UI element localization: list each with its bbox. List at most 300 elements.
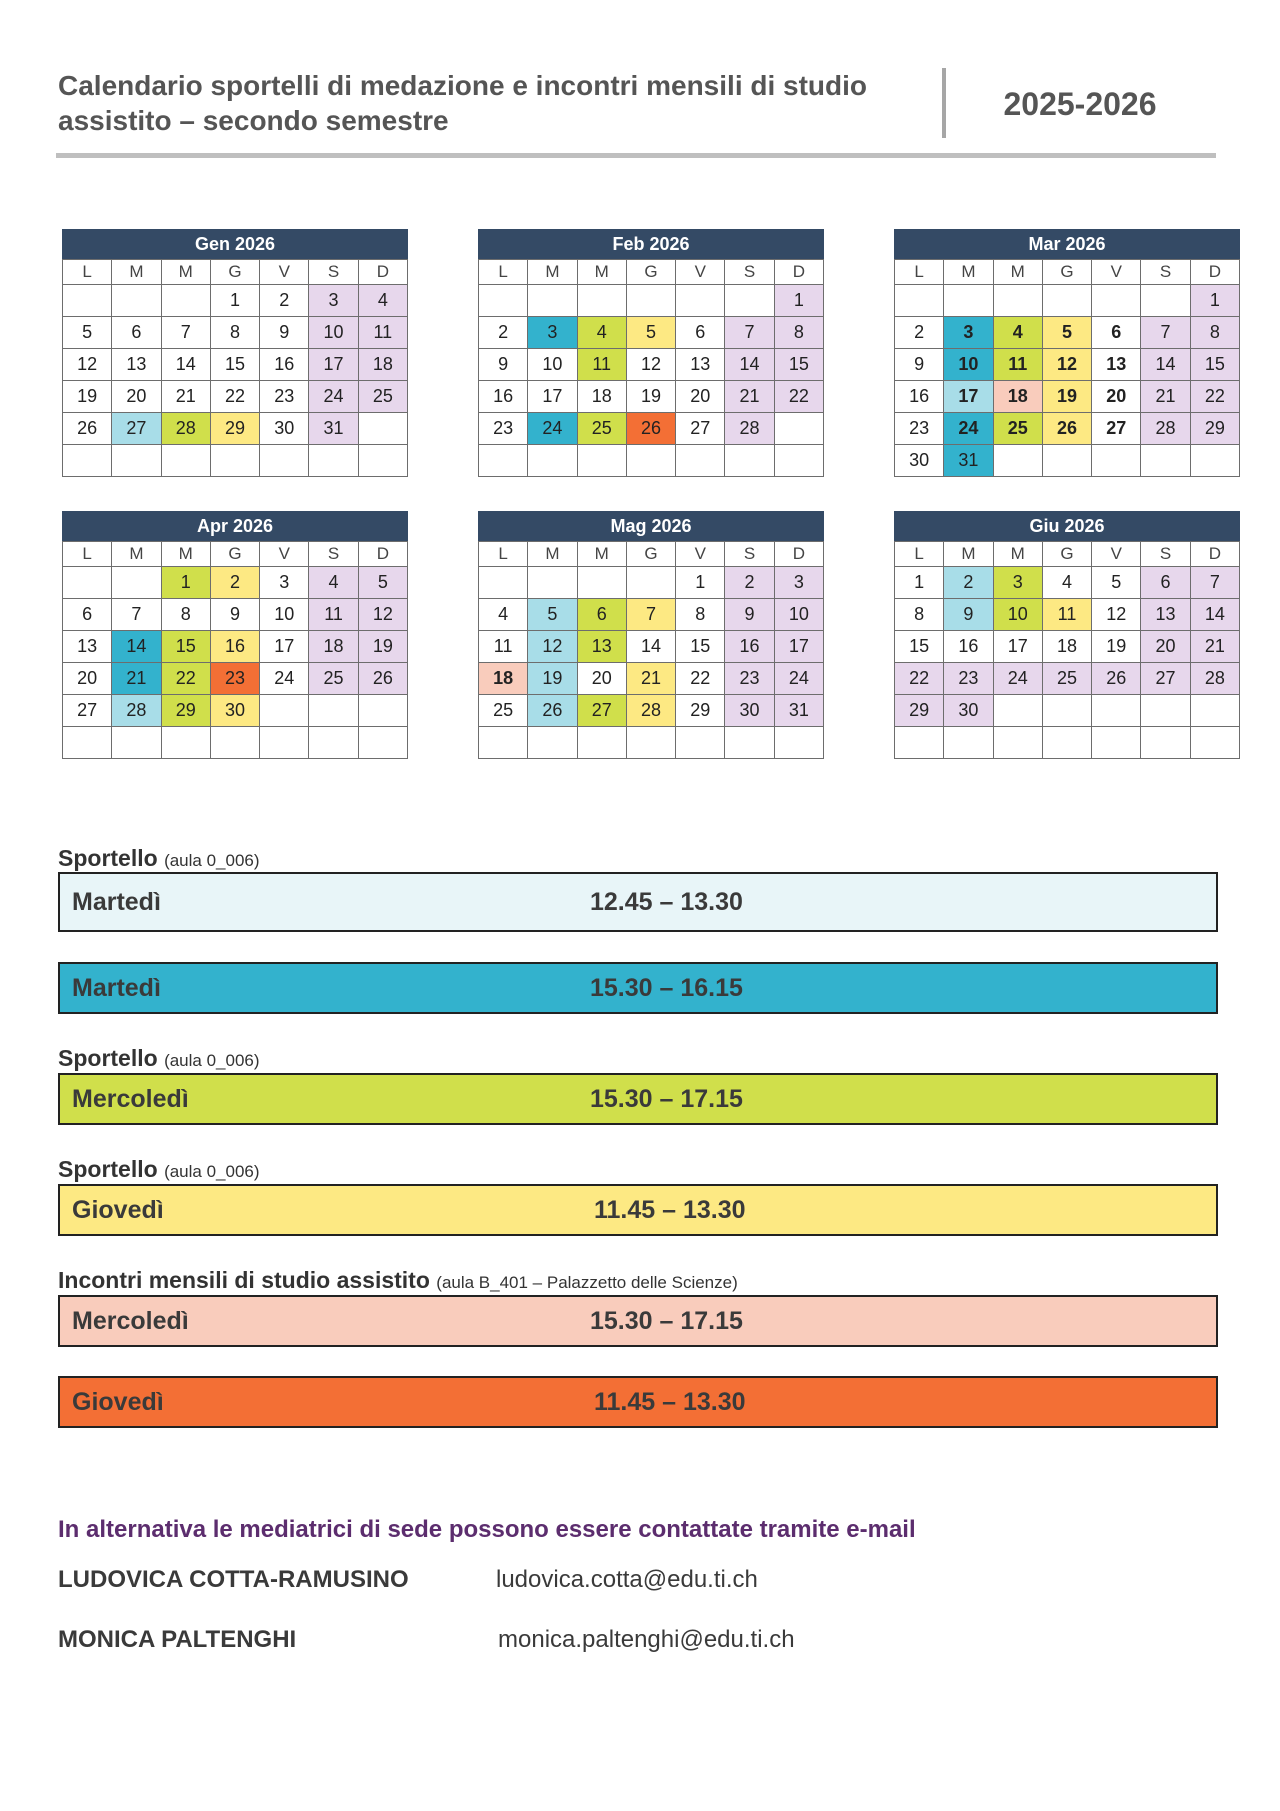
empty-cell — [161, 285, 210, 317]
day-cell: 28 — [626, 695, 675, 727]
empty-cell — [676, 727, 725, 759]
day-cell: 31 — [309, 413, 358, 445]
month-title: Giu 2026 — [894, 511, 1240, 541]
day-cell: 11 — [479, 631, 528, 663]
weekday-header-row — [63, 542, 408, 567]
day-cell: 21 — [161, 381, 210, 413]
day-cell: 3 — [774, 567, 823, 599]
day-cell: 22 — [774, 381, 823, 413]
empty-cell — [260, 445, 309, 477]
week-row — [63, 445, 408, 477]
weekday-label: M — [528, 260, 577, 285]
month-grid — [62, 259, 408, 477]
empty-cell — [1141, 727, 1190, 759]
empty-cell — [1190, 445, 1239, 477]
month-calendar-mag — [478, 511, 824, 759]
empty-cell — [1092, 285, 1141, 317]
academic-year: 2025-2026 — [1003, 86, 1157, 122]
day-cell: 16 — [944, 631, 993, 663]
day-cell: 20 — [577, 663, 626, 695]
weekday-label: S — [309, 542, 358, 567]
weekday-header-row — [895, 542, 1240, 567]
weekday-label: M — [528, 542, 577, 567]
day-cell: 27 — [112, 413, 161, 445]
day-cell: 23 — [895, 413, 944, 445]
day-cell: 17 — [309, 349, 358, 381]
day-cell: 13 — [63, 631, 112, 663]
week-row — [63, 663, 408, 695]
month-calendar-mar — [894, 229, 1240, 477]
day-cell: 14 — [1190, 599, 1239, 631]
weekday-label: V — [676, 542, 725, 567]
week-row — [479, 285, 824, 317]
day-cell: 25 — [358, 381, 407, 413]
page-header — [58, 68, 1214, 140]
week-row — [895, 349, 1240, 381]
empty-cell — [1141, 285, 1190, 317]
weekday-label: D — [358, 260, 407, 285]
empty-cell — [626, 727, 675, 759]
sportello-title: Sportello — [58, 1045, 158, 1071]
month-title: Gen 2026 — [62, 229, 408, 259]
header-rule — [56, 153, 1216, 158]
week-row — [479, 445, 824, 477]
week-row — [63, 567, 408, 599]
day-cell: 12 — [528, 631, 577, 663]
week-row — [895, 285, 1240, 317]
day-cell: 5 — [1092, 567, 1141, 599]
empty-cell — [993, 285, 1042, 317]
contact-name-2: MONICA PALTENGHI — [58, 1626, 297, 1653]
empty-cell — [528, 567, 577, 599]
empty-cell — [774, 445, 823, 477]
day-cell: 15 — [1190, 349, 1239, 381]
day-cell: 3 — [528, 317, 577, 349]
day-cell: 27 — [1141, 663, 1190, 695]
week-row — [63, 631, 408, 663]
empty-cell — [577, 445, 626, 477]
empty-cell — [1141, 445, 1190, 477]
week-row — [63, 317, 408, 349]
day-cell: 1 — [161, 567, 210, 599]
day-cell: 5 — [63, 317, 112, 349]
day-cell: 29 — [1190, 413, 1239, 445]
day-cell: 1 — [1190, 285, 1239, 317]
empty-cell — [528, 727, 577, 759]
day-cell: 21 — [725, 381, 774, 413]
day-cell: 26 — [528, 695, 577, 727]
weekday-label: G — [626, 542, 675, 567]
day-cell: 26 — [63, 413, 112, 445]
day-cell: 10 — [260, 599, 309, 631]
day-cell: 24 — [528, 413, 577, 445]
slot-time: 11.45 – 13.30 — [594, 1387, 746, 1416]
day-cell: 7 — [1141, 317, 1190, 349]
weekday-label: M — [577, 542, 626, 567]
month-grid — [62, 541, 408, 759]
day-cell: 14 — [626, 631, 675, 663]
month-title: Mar 2026 — [894, 229, 1240, 259]
weekday-label: L — [63, 542, 112, 567]
slot-day: Mercoledì — [72, 1084, 189, 1113]
day-cell: 19 — [528, 663, 577, 695]
empty-cell — [895, 727, 944, 759]
slot-time: 15.30 – 17.15 — [590, 1084, 743, 1113]
day-cell: 13 — [1092, 349, 1141, 381]
weekday-label: M — [577, 260, 626, 285]
day-cell: 7 — [112, 599, 161, 631]
day-cell: 22 — [895, 663, 944, 695]
week-row — [895, 727, 1240, 759]
contact-email-2[interactable]: monica.paltenghi@edu.ti.ch — [498, 1626, 795, 1653]
empty-cell — [63, 285, 112, 317]
day-cell: 25 — [479, 695, 528, 727]
day-cell: 20 — [676, 381, 725, 413]
empty-cell — [479, 567, 528, 599]
day-cell: 8 — [1190, 317, 1239, 349]
empty-cell — [358, 727, 407, 759]
weekday-label: G — [1042, 542, 1091, 567]
week-row — [63, 413, 408, 445]
day-cell: 29 — [210, 413, 259, 445]
day-cell: 9 — [895, 349, 944, 381]
day-cell: 27 — [1092, 413, 1141, 445]
weekday-label: D — [1190, 542, 1239, 567]
weekday-label: L — [479, 260, 528, 285]
sportello-heading-2 — [58, 1045, 260, 1072]
empty-cell — [577, 727, 626, 759]
empty-cell — [479, 445, 528, 477]
slot-giovedi-1 — [58, 1184, 1218, 1236]
empty-cell — [161, 445, 210, 477]
day-cell: 1 — [895, 567, 944, 599]
day-cell: 3 — [309, 285, 358, 317]
day-cell: 13 — [676, 349, 725, 381]
weekday-label: S — [725, 260, 774, 285]
empty-cell — [774, 413, 823, 445]
empty-cell — [676, 445, 725, 477]
weekday-label: S — [725, 542, 774, 567]
day-cell: 8 — [774, 317, 823, 349]
page-title — [58, 68, 938, 138]
day-cell: 8 — [210, 317, 259, 349]
empty-cell — [993, 727, 1042, 759]
day-cell: 10 — [774, 599, 823, 631]
slot-time: 11.45 – 13.30 — [594, 1195, 746, 1224]
weekday-label: M — [161, 542, 210, 567]
incontri-heading — [58, 1267, 738, 1294]
sportello-title: Sportello — [58, 1156, 158, 1182]
empty-cell — [725, 727, 774, 759]
weekday-label: D — [774, 542, 823, 567]
empty-cell — [260, 727, 309, 759]
weekday-label: S — [1141, 542, 1190, 567]
day-cell: 18 — [993, 381, 1042, 413]
day-cell: 15 — [895, 631, 944, 663]
day-cell: 24 — [774, 663, 823, 695]
empty-cell — [1092, 445, 1141, 477]
empty-cell — [210, 445, 259, 477]
empty-cell — [210, 727, 259, 759]
day-cell: 4 — [993, 317, 1042, 349]
empty-cell — [1092, 727, 1141, 759]
empty-cell — [1042, 445, 1091, 477]
weekday-label: G — [1042, 260, 1091, 285]
day-cell: 29 — [895, 695, 944, 727]
slot-day: Giovedì — [72, 1195, 164, 1224]
slot-time: 12.45 – 13.30 — [590, 887, 743, 916]
day-cell: 23 — [260, 381, 309, 413]
day-cell: 2 — [725, 567, 774, 599]
week-row — [63, 599, 408, 631]
weekday-label: L — [63, 260, 112, 285]
empty-cell — [479, 285, 528, 317]
empty-cell — [626, 285, 675, 317]
empty-cell — [112, 567, 161, 599]
weekday-header-row — [479, 542, 824, 567]
title-line-1: Calendario sportelli di medazione e incontri mensili di studio — [58, 70, 868, 101]
weekday-label: S — [309, 260, 358, 285]
week-row — [479, 727, 824, 759]
day-cell: 4 — [479, 599, 528, 631]
week-row — [479, 413, 824, 445]
weekday-label: V — [676, 260, 725, 285]
day-cell: 6 — [577, 599, 626, 631]
month-grid — [478, 541, 824, 759]
day-cell: 31 — [774, 695, 823, 727]
day-cell: 26 — [358, 663, 407, 695]
week-row — [479, 317, 824, 349]
day-cell: 19 — [1042, 381, 1091, 413]
empty-cell — [1190, 695, 1239, 727]
month-title: Feb 2026 — [478, 229, 824, 259]
day-cell: 7 — [626, 599, 675, 631]
week-row — [895, 695, 1240, 727]
day-cell: 8 — [676, 599, 725, 631]
day-cell: 27 — [577, 695, 626, 727]
weekday-label: M — [944, 542, 993, 567]
day-cell: 24 — [993, 663, 1042, 695]
week-row — [895, 631, 1240, 663]
day-cell: 23 — [944, 663, 993, 695]
empty-cell — [63, 727, 112, 759]
empty-cell — [1141, 695, 1190, 727]
empty-cell — [528, 445, 577, 477]
week-row — [895, 381, 1240, 413]
weekday-label: G — [626, 260, 675, 285]
day-cell: 12 — [63, 349, 112, 381]
day-cell: 26 — [1092, 663, 1141, 695]
day-cell: 30 — [210, 695, 259, 727]
weekday-label: L — [895, 260, 944, 285]
week-row — [895, 413, 1240, 445]
day-cell: 9 — [944, 599, 993, 631]
empty-cell — [112, 285, 161, 317]
empty-cell — [993, 695, 1042, 727]
day-cell: 6 — [1092, 317, 1141, 349]
sportello-heading-1 — [58, 845, 260, 872]
weekday-label: M — [993, 260, 1042, 285]
empty-cell — [358, 445, 407, 477]
empty-cell — [112, 445, 161, 477]
day-cell: 4 — [309, 567, 358, 599]
day-cell: 11 — [309, 599, 358, 631]
contact-intro: In alternativa le mediatrici di sede possono essere contattate tramite e-mail — [58, 1516, 916, 1543]
day-cell: 26 — [1042, 413, 1091, 445]
week-row — [479, 567, 824, 599]
weekday-label: L — [895, 542, 944, 567]
sportello-heading-3 — [58, 1156, 260, 1183]
sportello-room: (aula 0_006) — [164, 1162, 260, 1181]
day-cell: 9 — [479, 349, 528, 381]
day-cell: 24 — [944, 413, 993, 445]
day-cell: 15 — [774, 349, 823, 381]
incontri-room: (aula B_401 – Palazzetto delle Scienze) — [436, 1273, 738, 1292]
empty-cell — [358, 413, 407, 445]
day-cell: 14 — [161, 349, 210, 381]
day-cell: 28 — [112, 695, 161, 727]
day-cell: 2 — [260, 285, 309, 317]
day-cell: 20 — [1141, 631, 1190, 663]
day-cell: 17 — [528, 381, 577, 413]
day-cell: 5 — [626, 317, 675, 349]
day-cell: 21 — [1141, 381, 1190, 413]
day-cell: 10 — [944, 349, 993, 381]
day-cell: 29 — [161, 695, 210, 727]
day-cell: 22 — [161, 663, 210, 695]
day-cell: 12 — [1042, 349, 1091, 381]
day-cell: 13 — [577, 631, 626, 663]
contact-email-1[interactable]: ludovica.cotta@edu.ti.ch — [496, 1566, 758, 1593]
empty-cell — [260, 695, 309, 727]
day-cell: 20 — [1092, 381, 1141, 413]
day-cell: 16 — [895, 381, 944, 413]
slot-day: Martedì — [72, 973, 161, 1002]
day-cell: 29 — [676, 695, 725, 727]
day-cell: 12 — [1092, 599, 1141, 631]
empty-cell — [895, 285, 944, 317]
day-cell: 23 — [725, 663, 774, 695]
day-cell: 19 — [626, 381, 675, 413]
day-cell: 5 — [528, 599, 577, 631]
empty-cell — [358, 695, 407, 727]
day-cell: 30 — [944, 695, 993, 727]
week-row — [479, 663, 824, 695]
week-row — [479, 599, 824, 631]
empty-cell — [1190, 727, 1239, 759]
weekday-label: L — [479, 542, 528, 567]
week-row — [895, 445, 1240, 477]
empty-cell — [725, 445, 774, 477]
day-cell: 28 — [1190, 663, 1239, 695]
day-cell: 4 — [358, 285, 407, 317]
day-cell: 18 — [358, 349, 407, 381]
week-row — [895, 663, 1240, 695]
slot-day: Giovedì — [72, 1387, 164, 1416]
empty-cell — [309, 445, 358, 477]
day-cell: 6 — [63, 599, 112, 631]
week-row — [63, 695, 408, 727]
weekday-label: D — [774, 260, 823, 285]
day-cell: 23 — [210, 663, 259, 695]
week-row — [895, 599, 1240, 631]
day-cell: 7 — [161, 317, 210, 349]
empty-cell — [725, 285, 774, 317]
day-cell: 26 — [626, 413, 675, 445]
empty-cell — [309, 695, 358, 727]
slot-martedi-2 — [58, 962, 1218, 1014]
weekday-label: M — [944, 260, 993, 285]
incontri-title: Incontri mensili di studio assistito — [58, 1267, 430, 1293]
empty-cell — [1042, 727, 1091, 759]
slot-day: Martedì — [72, 887, 161, 916]
slot-mercoledi-1 — [58, 1073, 1218, 1125]
slot-day: Mercoledì — [72, 1306, 189, 1335]
day-cell: 15 — [161, 631, 210, 663]
day-cell: 16 — [725, 631, 774, 663]
weekday-label: G — [210, 260, 259, 285]
day-cell: 22 — [1190, 381, 1239, 413]
empty-cell — [63, 445, 112, 477]
contact-name-1: LUDOVICA COTTA-RAMUSINO — [58, 1566, 409, 1593]
empty-cell — [993, 445, 1042, 477]
day-cell: 18 — [309, 631, 358, 663]
day-cell: 15 — [210, 349, 259, 381]
day-cell: 2 — [479, 317, 528, 349]
day-cell: 15 — [676, 631, 725, 663]
empty-cell — [1092, 695, 1141, 727]
weekday-label: V — [260, 542, 309, 567]
slot-giovedi-2 — [58, 1376, 1218, 1428]
day-cell: 21 — [1190, 631, 1239, 663]
sportello-title: Sportello — [58, 845, 158, 871]
day-cell: 19 — [358, 631, 407, 663]
header-divider — [942, 68, 946, 138]
day-cell: 4 — [1042, 567, 1091, 599]
weekday-label: M — [112, 260, 161, 285]
month-grid — [894, 541, 1240, 759]
empty-cell — [479, 727, 528, 759]
week-row — [63, 285, 408, 317]
week-row — [63, 381, 408, 413]
day-cell: 9 — [725, 599, 774, 631]
empty-cell — [676, 285, 725, 317]
month-calendar-giu — [894, 511, 1240, 759]
day-cell: 27 — [63, 695, 112, 727]
day-cell: 18 — [1042, 631, 1091, 663]
day-cell: 27 — [676, 413, 725, 445]
day-cell: 6 — [1141, 567, 1190, 599]
day-cell: 16 — [479, 381, 528, 413]
day-cell: 18 — [479, 663, 528, 695]
day-cell: 1 — [774, 285, 823, 317]
empty-cell — [161, 727, 210, 759]
day-cell: 16 — [260, 349, 309, 381]
weekday-label: S — [1141, 260, 1190, 285]
sportello-room: (aula 0_006) — [164, 851, 260, 870]
day-cell: 22 — [210, 381, 259, 413]
day-cell: 30 — [725, 695, 774, 727]
week-row — [63, 349, 408, 381]
day-cell: 30 — [895, 445, 944, 477]
weekday-header-row — [63, 260, 408, 285]
day-cell: 8 — [161, 599, 210, 631]
weekday-label: D — [1190, 260, 1239, 285]
day-cell: 2 — [210, 567, 259, 599]
day-cell: 14 — [112, 631, 161, 663]
day-cell: 28 — [725, 413, 774, 445]
week-row — [479, 695, 824, 727]
